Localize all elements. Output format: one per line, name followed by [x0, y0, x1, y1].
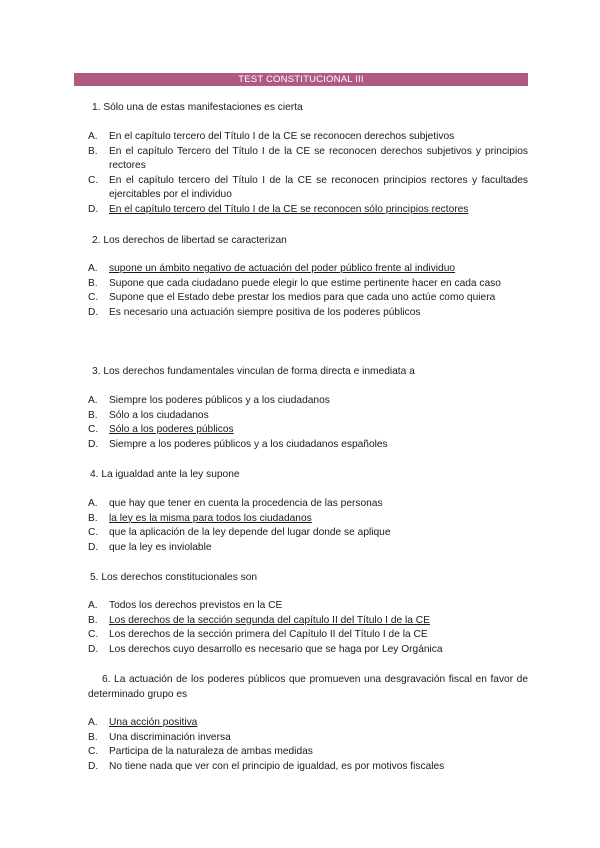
option-5b: B. Los derechos de la sección segunda del capítulo II del Título I de la CE — [88, 614, 430, 626]
option-2c: C. Supone que el Estado debe prestar los medios para que cada uno actúe como quiera — [88, 292, 496, 304]
options-q2 — [88, 262, 528, 320]
option-5c: C. Los derechos de la sección primera del Capítulo II del Título I de la CE — [88, 629, 428, 641]
options-q3 — [88, 394, 528, 452]
options-q4 — [88, 497, 528, 555]
option-6b: B. Una discriminación inversa — [88, 731, 231, 743]
option-1a: A. En el capítulo tercero del Título I de la CE se reconocen derechos subjetivos — [88, 131, 455, 142]
title-banner: TEST CONSTITUCIONAL III — [74, 73, 528, 86]
option-4a: A. que hay que tener en cuenta la procedencia de las personas — [88, 498, 383, 509]
option-1d: D. En el capítulo tercero del Título I de la CE se reconocen sólo principios rectores — [88, 203, 469, 215]
options-q1 — [88, 130, 528, 218]
option-5a: A. Todos los derechos previstos en la CE — [88, 600, 283, 611]
option-6d: D. No tiene nada que ver con el principio de igualdad, es por motivos fiscales — [88, 760, 445, 772]
option-5d: D. Los derechos cuyo desarrollo es necesario que se haga por Ley Orgánica — [88, 643, 443, 655]
option-3d: D. Siempre a los poderes públicos y a los ciudadanos españoles — [88, 438, 388, 450]
option-6c: C. Participa de la naturaleza de ambas medidas — [88, 746, 313, 758]
option-6a: A. Una acción positiva — [88, 717, 198, 728]
option-2d: D. Es necesario una actuación siempre positiva de los poderes públicos — [88, 306, 421, 318]
option-2a: A. supone un ámbito negativo de actuación del poder público frente al individuo — [88, 263, 456, 274]
option-3c: C. Sólo a los poderes públicos — [88, 424, 234, 436]
question-2: 2. Los derechos de libertad se caracterizan — [92, 235, 287, 246]
question-5: 5. Los derechos constitucionales son — [90, 572, 258, 583]
option-4c: C. que la aplicación de la ley depende del lugar donde se aplique — [88, 527, 391, 539]
question-1: 1. Sólo una de estas manifestaciones es cierta — [92, 102, 303, 113]
option-3b: B. Sólo a los ciudadanos — [88, 409, 209, 421]
options-q6 — [88, 716, 528, 774]
question-6: 6. La actuación de los poderes públicos que promueven una desgravación fiscal en favor de determinado grupo es — [88, 674, 528, 700]
option-3a: A. Siempre los poderes públicos y a los ciudadanos — [88, 395, 330, 406]
option-4b: B. la ley es la misma para todos los ciudadanos — [88, 512, 312, 524]
option-1b: B. En el capítulo Tercero del Título I de la CE se reconocen derechos subjetivos y principios rectores — [88, 145, 528, 172]
option-1c: C. En el capítulo tercero del Título I de la CE se reconocen principios rectores y facultades ejercitables por el individuo — [88, 174, 528, 201]
option-4d: D. que la ley es inviolable — [88, 541, 212, 553]
options-q5 — [88, 599, 528, 657]
option-2b: B. Supone que cada ciudadano puede elegir lo que estime pertinente hacer en cada caso — [88, 277, 501, 289]
question-4: 4. La igualdad ante la ley supone — [90, 469, 240, 480]
question-3: 3. Los derechos fundamentales vinculan de forma directa e inmediata a — [92, 366, 415, 377]
